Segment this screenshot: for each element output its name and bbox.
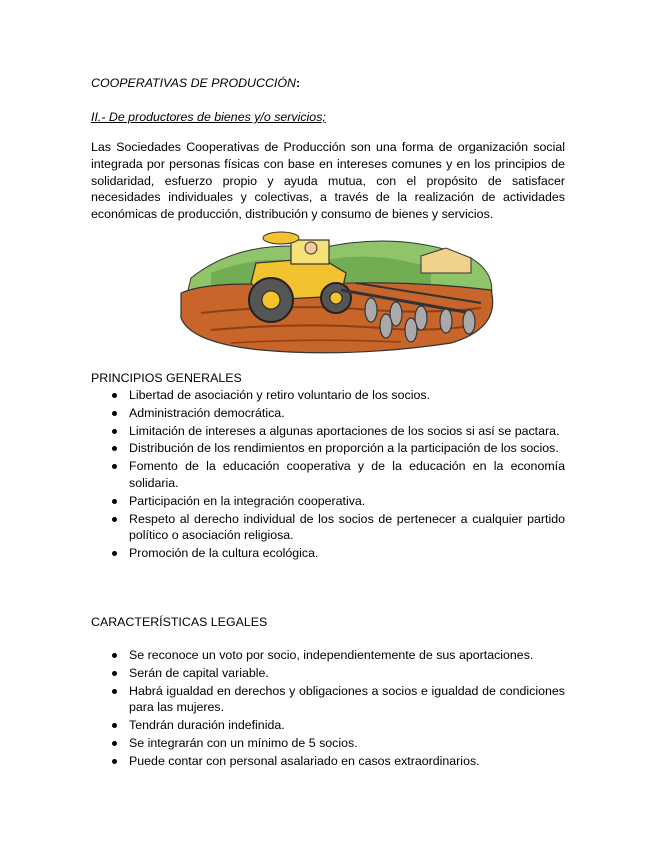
bullet-icon bbox=[112, 741, 117, 746]
document-subtitle: II.- De productores de bienes y/o servicios; bbox=[91, 110, 326, 124]
list-item: Se reconoce un voto por socio, independientemente de sus aportaciones. bbox=[91, 647, 565, 664]
document-title: COOPERATIVAS DE PRODUCCIÓN: bbox=[91, 76, 301, 90]
list-item: Tendrán duración indefinida. bbox=[91, 717, 565, 734]
list-item: Fomento de la educación cooperativa y de la educación en la economía solidaria. bbox=[91, 458, 565, 492]
list-item: Participación en la integración cooperativa. bbox=[91, 493, 565, 510]
bullet-icon bbox=[112, 411, 117, 416]
list-item: Distribución de los rendimientos en proporción a la participación de los socios. bbox=[91, 440, 565, 457]
list-item: Puede contar con personal asalariado en casos extraordinarios. bbox=[91, 753, 565, 770]
bullet-icon bbox=[112, 671, 117, 676]
bullet-icon bbox=[112, 517, 117, 522]
principles-list bbox=[91, 387, 565, 563]
list-item: Serán de capital variable. bbox=[91, 665, 565, 682]
bullet-icon bbox=[112, 446, 117, 451]
bullet-icon bbox=[112, 464, 117, 469]
list-item: Se integrarán con un mínimo de 5 socios. bbox=[91, 735, 565, 752]
intro-paragraph: Las Sociedades Cooperativas de Producción son una forma de organización social integrada por personas físicas con base en intereses comunes y en los principios de solidaridad, esfuerzo propio y ayuda mutua, con el propósito de satisfacer necesidades individuales y colectivas, a través de la realización de actividades económicas de producción, distribución y consumo de bienes y servicios. bbox=[91, 140, 565, 222]
bullet-icon bbox=[112, 653, 117, 658]
legal-heading: CARACTERÍSTICAS LEGALES bbox=[91, 615, 268, 629]
list-item: Respeto al derecho individual de los socios de pertenecer a cualquier partido político o asociación religiosa. bbox=[91, 511, 565, 545]
bullet-icon bbox=[112, 499, 117, 504]
bullet-icon bbox=[112, 689, 117, 694]
list-item: Habrá igualdad en derechos y obligaciones a socios e igualdad de condiciones para las mujeres. bbox=[91, 683, 565, 717]
list-item: Libertad de asociación y retiro voluntario de los socios. bbox=[91, 387, 565, 404]
bullet-icon bbox=[112, 723, 117, 728]
legal-list bbox=[91, 647, 565, 771]
bullet-icon bbox=[112, 393, 117, 398]
list-item: Promoción de la cultura ecológica. bbox=[91, 545, 565, 562]
list-item: Administración democrática. bbox=[91, 405, 565, 422]
principles-heading: PRINCIPIOS GENERALES bbox=[91, 371, 242, 385]
bullet-icon bbox=[112, 551, 117, 556]
bullet-icon bbox=[112, 429, 117, 434]
tractor-plowing-field-illustration bbox=[171, 218, 501, 358]
bullet-icon bbox=[112, 759, 117, 764]
list-item: Limitación de intereses a algunas aportaciones de los socios si así se pactara. bbox=[91, 423, 565, 440]
